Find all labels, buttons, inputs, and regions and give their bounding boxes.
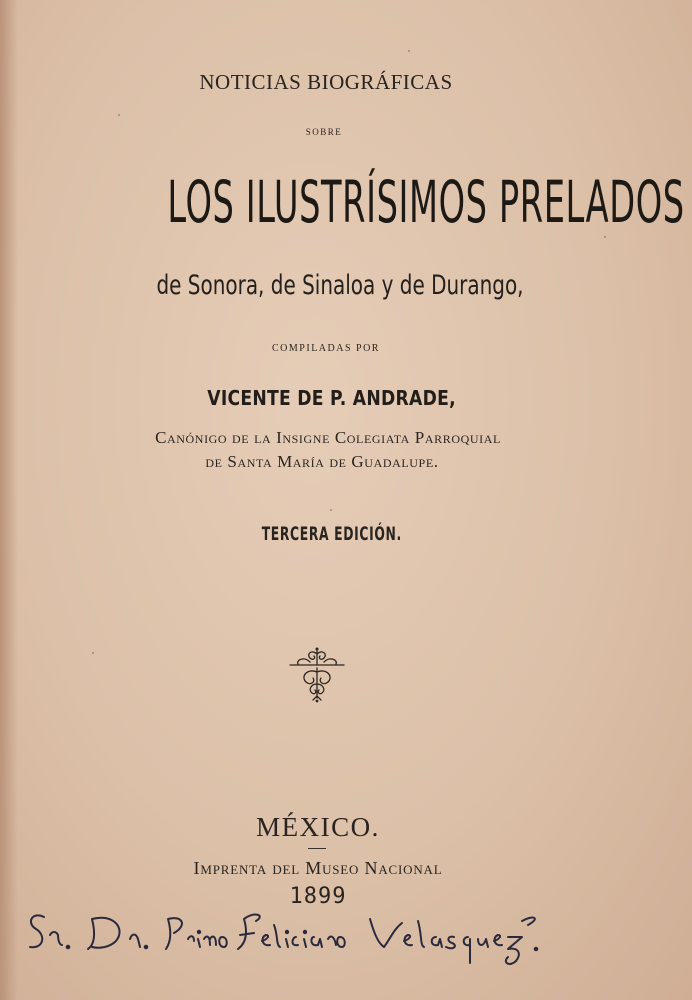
imprint-year: 1899 [289, 884, 347, 909]
author-role-line-2: de Santa María de Guadalupe. [205, 452, 439, 471]
paper-speck [118, 114, 120, 116]
main-title: LOS ILUSTRÍSIMOS PRELADOS [167, 168, 685, 236]
paper-speck [330, 509, 332, 511]
imprint-press: Imprenta del Museo Nacional [193, 858, 443, 878]
paper-speck [604, 236, 606, 238]
author-role-line-1: Canónigo de la Insigne Colegiata Parroquial [155, 428, 501, 447]
paper-speck [92, 652, 94, 654]
edition-label: TERCERA EDICIÓN. [261, 523, 403, 545]
supertitle: NOTICIAS BIOGRÁFICAS [199, 70, 453, 94]
page-edge-shadow [0, 0, 18, 1000]
compiled-by-label: COMPILADAS POR [272, 343, 380, 354]
handwritten-inscription [22, 905, 582, 975]
imprint-city: MÉXICO. [256, 812, 380, 842]
floral-fleuron-icon [286, 646, 348, 704]
connector-word: SOBRE [305, 127, 343, 137]
region-subtitle: de Sonora, de Sinaloa y de Durango, [156, 270, 524, 301]
author-name: VICENTE DE P. ANDRADE, [207, 386, 457, 410]
imprint-rule [308, 848, 326, 849]
paper-speck [408, 50, 410, 52]
